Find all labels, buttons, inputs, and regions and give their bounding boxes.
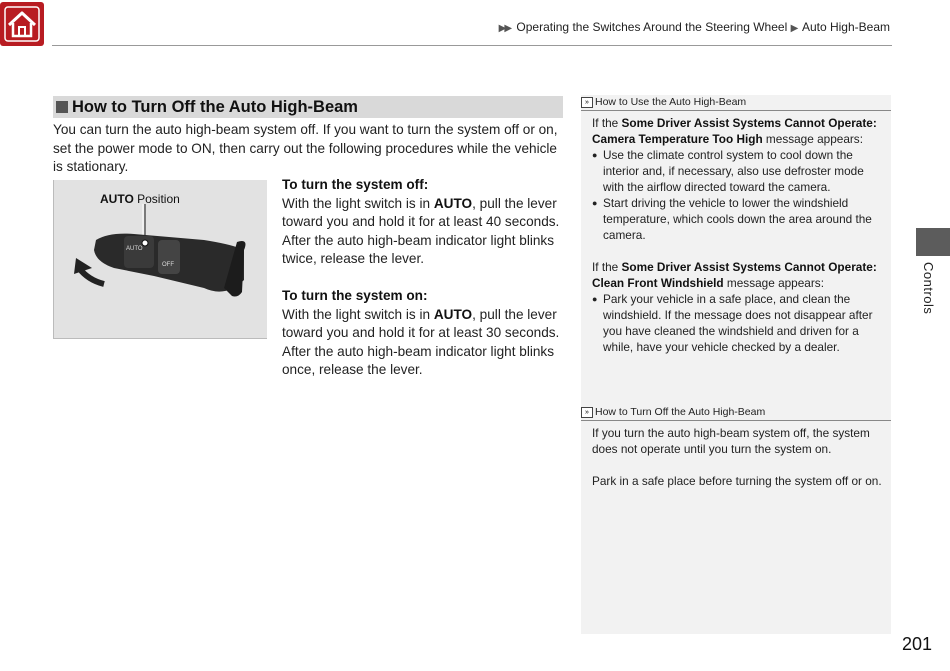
page-number: 201 [901, 634, 932, 654]
note-body-turn-off [592, 425, 882, 489]
note-icon: » [581, 407, 593, 418]
note-paragraph: Park in a safe place before turning the system off or on. [592, 474, 882, 488]
section-title: How to Turn Off the Auto High-Beam [72, 97, 358, 116]
chapter-tab[interactable] [916, 228, 950, 256]
breadcrumb-arrow-icon: ▶ [790, 23, 797, 34]
note-paragraph: If the Some Driver Assist Systems Cannot Operate: Clean Front Windshield message appears: [592, 260, 877, 290]
turn-off-procedure [282, 176, 567, 269]
turn-off-text: With the light switch is in AUTO, pull the lever toward you and hold it for at least 40 seconds. After the auto high-beam indicator light blinks twice, release the lever. [282, 195, 560, 266]
home-icon [3, 5, 41, 43]
chapter-label: Controls [921, 262, 936, 315]
turn-off-title: To turn the system off: [282, 177, 429, 192]
note-icon: » [581, 97, 593, 108]
square-bullet-icon [56, 101, 68, 113]
figure-caption: AUTO Position [100, 192, 180, 206]
turn-on-procedure [282, 287, 567, 380]
breadcrumb-arrow-icon: ▶▶ [498, 23, 511, 34]
lever-label-auto: AUTO [126, 246, 143, 252]
breadcrumb [499, 20, 890, 34]
section-heading [53, 96, 563, 118]
note-bullet: ● Start driving the vehicle to lower the windshield temperature, which cools down the area around the camera. [592, 195, 882, 243]
header-divider [52, 45, 892, 46]
breadcrumb-link-auto-high-beam[interactable]: Auto High-Beam [801, 20, 890, 34]
lever-label-off: OFF [162, 262, 174, 268]
note-heading-turn-off[interactable]: » How to Turn Off the Auto High-Beam [581, 404, 891, 421]
note-heading-use[interactable]: » How to Use the Auto High-Beam [581, 94, 891, 111]
turn-on-title: To turn the system on: [282, 288, 428, 303]
breadcrumb-link-switches[interactable]: Operating the Switches Around the Steering Wheel [516, 20, 788, 34]
home-button[interactable] [0, 2, 44, 46]
turn-on-text: With the light switch is in AUTO, pull the lever toward you and hold it for at least 30 seconds. After the auto high-beam indicator light blinks once, release the lever. [282, 306, 560, 377]
note-paragraph: If you turn the auto high-beam system off, the system does not operate until you turn the system on. [592, 426, 870, 456]
note-paragraph: If the Some Driver Assist Systems Cannot Operate: Camera Temperature Too High message appears: [592, 116, 877, 146]
note-bullet: ● Use the climate control system to cool down the interior and, if necessary, also use defroster mode with the airflow directed toward the camera. [592, 147, 882, 195]
note-body-use [592, 115, 882, 355]
note-bullet: ● Park your vehicle in a safe place, and clean the windshield. If the message does not disappear after you have cleaned the windshield and driven for a while, have your vehicle checked by a dealer. [592, 291, 882, 355]
intro-paragraph: You can turn the auto high-beam system off. If you want to turn the system off or on, set the power mode to ON, then carry out the following procedures while the vehicle is stationary. [53, 122, 558, 174]
lever-illustration [53, 180, 267, 339]
